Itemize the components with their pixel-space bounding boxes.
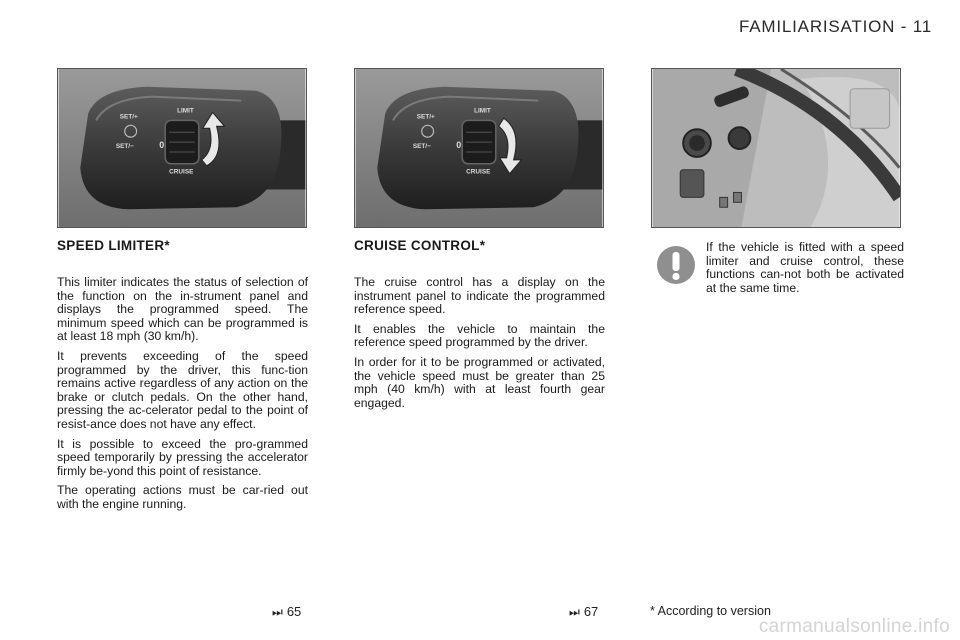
paragraph: The cruise control has a display on the instrument panel to indicate the programmed reference speed. xyxy=(354,275,605,317)
cruise-control-stalk-photo xyxy=(354,68,604,228)
paragraph: The operating actions must be car-ried out with the engine running. xyxy=(57,483,308,511)
speed-limiter-body xyxy=(57,276,308,518)
page-header: FAMILIARISATION - 11 xyxy=(739,17,932,36)
footnote: * According to version xyxy=(650,604,771,618)
set-minus-label: SET/− xyxy=(115,143,134,150)
limit-label: LIMIT xyxy=(177,107,194,115)
watermark: carmanualsonline.info xyxy=(758,616,950,637)
dashboard-steering-illustration xyxy=(652,69,900,227)
zero-label: 0 xyxy=(159,140,165,150)
limit-label: LIMIT xyxy=(474,107,491,115)
zero-label: 0 xyxy=(456,140,462,150)
set-minus-label: SET/− xyxy=(412,143,431,150)
skip-forward-icon: ⏭ xyxy=(272,605,283,619)
exclamation-icon xyxy=(656,245,696,285)
paragraph: In order for it to be programmed or activated, the vehicle speed must be greater than 25 mph (40 km/h) with at least fourth gear engaged. xyxy=(354,354,605,410)
cruise-control-body xyxy=(354,276,605,416)
speed-limiter-stalk-photo xyxy=(57,68,307,228)
set-plus-label: SET/+ xyxy=(416,113,435,121)
paragraph: This limiter indicates the status of selection of the function on the in-strument panel and displays the programmed speed. The minimum speed which can be programmed is at least 18 mph (30 km/h). xyxy=(57,275,308,344)
page-ref-number: 65 xyxy=(286,604,302,619)
paragraph: It enables the vehicle to maintain the reference speed programmed by the driver. xyxy=(354,321,605,350)
paragraph: It prevents exceeding of the speed programmed by the driver, this func-tion remains active regardless of any action on the brake or clutch pedals. On the other hand, pressing the ac-celerator pedal to the point of resist-ance does not have any effect. xyxy=(57,348,308,431)
speed-limiter-stalk-illustration xyxy=(58,69,306,227)
dashboard-steering-photo xyxy=(651,68,901,228)
cruise-label: CRUISE xyxy=(169,168,194,176)
cruise-control-stalk-illustration xyxy=(355,69,603,227)
cruise-control-title: CRUISE CONTROL* xyxy=(354,238,486,253)
page-ref-65[interactable] xyxy=(272,604,301,620)
page-ref-67[interactable] xyxy=(569,604,598,620)
cruise-label: CRUISE xyxy=(466,168,491,176)
warning-note: If the vehicle is fitted with a speed limiter and cruise control, these functions can-not both be activated at the same time. xyxy=(706,240,904,295)
skip-forward-icon: ⏭ xyxy=(569,605,580,619)
paragraph: It is possible to exceed the pro-grammed speed temporarily by pressing the accelerator firmly be-yond this point of resistance. xyxy=(57,436,308,478)
set-plus-label: SET/+ xyxy=(119,113,138,121)
speed-limiter-title: SPEED LIMITER* xyxy=(57,238,170,253)
page-ref-number: 67 xyxy=(583,604,599,619)
